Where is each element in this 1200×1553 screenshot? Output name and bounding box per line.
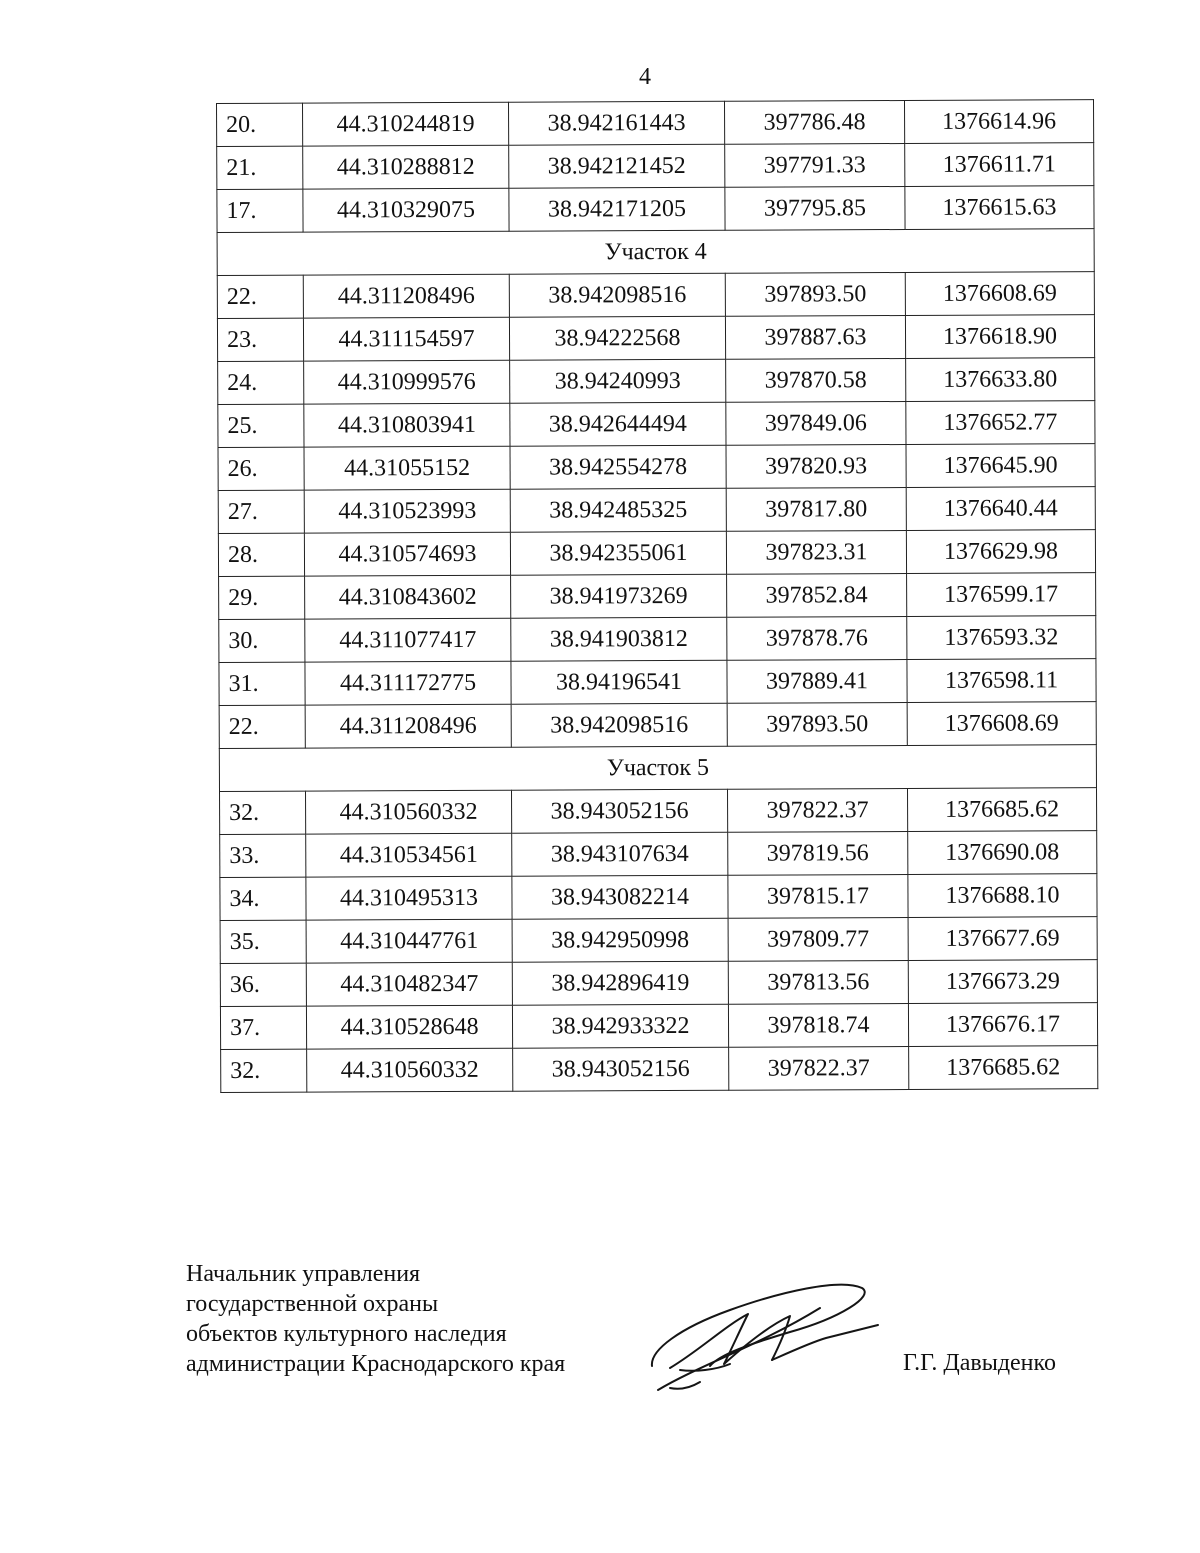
table-row xyxy=(218,358,1095,405)
longitude-cell: 38.941903812 xyxy=(511,617,727,661)
x-coordinate-cell: 397870.58 xyxy=(726,358,906,402)
section-title: Участок 4 xyxy=(217,229,1094,276)
point-number-cell: 30. xyxy=(219,619,305,662)
table-row xyxy=(217,100,1094,147)
page-number: 4 xyxy=(639,64,651,90)
y-coordinate-cell: 1376676.17 xyxy=(908,1003,1097,1047)
y-coordinate-cell: 1376685.62 xyxy=(907,788,1096,832)
point-number-cell: 34. xyxy=(220,877,306,920)
latitude-cell: 44.310560332 xyxy=(306,790,512,834)
longitude-cell: 38.942933322 xyxy=(512,1004,728,1048)
y-coordinate-cell: 1376615.63 xyxy=(905,186,1094,230)
longitude-cell: 38.94240993 xyxy=(510,359,726,403)
y-coordinate-cell: 1376599.17 xyxy=(907,573,1096,617)
y-coordinate-cell: 1376614.96 xyxy=(904,100,1093,144)
latitude-cell: 44.310803941 xyxy=(304,403,510,447)
longitude-cell: 38.943052156 xyxy=(512,789,728,833)
latitude-cell: 44.310523993 xyxy=(304,489,510,533)
x-coordinate-cell: 397822.37 xyxy=(727,788,907,832)
longitude-cell: 38.943082214 xyxy=(512,875,728,919)
latitude-cell: 44.310244819 xyxy=(303,102,509,146)
x-coordinate-cell: 397889.41 xyxy=(727,659,907,703)
latitude-cell: 44.311154597 xyxy=(303,317,509,361)
longitude-cell: 38.94196541 xyxy=(511,660,727,704)
latitude-cell: 44.310329075 xyxy=(303,188,509,232)
table-row xyxy=(218,401,1095,448)
y-coordinate-cell: 1376629.98 xyxy=(906,530,1095,574)
point-number-cell: 26. xyxy=(218,447,304,490)
latitude-cell: 44.310534561 xyxy=(306,833,512,877)
y-coordinate-cell: 1376688.10 xyxy=(908,874,1097,918)
latitude-cell: 44.310447761 xyxy=(306,919,512,963)
x-coordinate-cell: 397820.93 xyxy=(726,444,906,488)
section-header-row xyxy=(217,229,1094,276)
table-row xyxy=(219,573,1096,620)
x-coordinate-cell: 397818.74 xyxy=(728,1003,908,1047)
x-coordinate-cell: 397817.80 xyxy=(726,487,906,531)
longitude-cell: 38.94222568 xyxy=(509,316,725,360)
y-coordinate-cell: 1376677.69 xyxy=(908,917,1097,961)
longitude-cell: 38.942098516 xyxy=(509,273,725,317)
table-row xyxy=(217,186,1094,233)
table-row xyxy=(219,659,1096,706)
longitude-cell: 38.942950998 xyxy=(512,918,728,962)
y-coordinate-cell: 1376640.44 xyxy=(906,487,1095,531)
latitude-cell: 44.310574693 xyxy=(304,532,510,576)
x-coordinate-cell: 397823.31 xyxy=(726,530,906,574)
point-number-cell: 33. xyxy=(220,834,306,877)
y-coordinate-cell: 1376690.08 xyxy=(908,831,1097,875)
x-coordinate-cell: 397791.33 xyxy=(725,143,905,187)
position-line: администрации Краснодарского края xyxy=(186,1351,566,1377)
signer-name: Г.Г. Давыденко xyxy=(903,1350,1056,1376)
point-number-cell: 20. xyxy=(217,103,303,146)
y-coordinate-cell: 1376593.32 xyxy=(907,616,1096,660)
y-coordinate-cell: 1376652.77 xyxy=(906,401,1095,445)
y-coordinate-cell: 1376685.62 xyxy=(909,1046,1098,1090)
coordinates-table-body xyxy=(217,100,1098,1093)
table-row xyxy=(218,444,1095,491)
table-row xyxy=(217,315,1094,362)
longitude-cell: 38.943107634 xyxy=(512,832,728,876)
x-coordinate-cell: 397819.56 xyxy=(728,831,908,875)
point-number-cell: 32. xyxy=(220,791,306,834)
latitude-cell: 44.310843602 xyxy=(305,575,511,619)
longitude-cell: 38.942896419 xyxy=(512,961,728,1005)
x-coordinate-cell: 397813.56 xyxy=(728,960,908,1004)
point-number-cell: 27. xyxy=(218,490,304,533)
table-row xyxy=(220,874,1097,921)
point-number-cell: 28. xyxy=(218,533,304,576)
position-line: Начальник управления xyxy=(186,1261,421,1287)
y-coordinate-cell: 1376608.69 xyxy=(905,272,1094,316)
point-number-cell: 31. xyxy=(219,662,305,705)
latitude-cell: 44.310528648 xyxy=(306,1005,512,1049)
longitude-cell: 38.942554278 xyxy=(510,445,726,489)
latitude-cell: 44.31055152 xyxy=(304,446,510,490)
point-number-cell: 35. xyxy=(220,920,306,963)
table-row xyxy=(217,143,1094,190)
x-coordinate-cell: 397893.50 xyxy=(727,702,907,746)
latitude-cell: 44.311208496 xyxy=(305,704,511,748)
point-number-cell: 37. xyxy=(220,1006,306,1049)
x-coordinate-cell: 397795.85 xyxy=(725,186,905,230)
y-coordinate-cell: 1376645.90 xyxy=(906,444,1095,488)
y-coordinate-cell: 1376598.11 xyxy=(907,659,1096,703)
x-coordinate-cell: 397815.17 xyxy=(728,874,908,918)
latitude-cell: 44.311208496 xyxy=(303,274,509,318)
point-number-cell: 32. xyxy=(221,1049,307,1092)
table-row xyxy=(218,487,1095,534)
position-line: государственной охраны xyxy=(186,1291,439,1317)
longitude-cell: 38.941973269 xyxy=(511,574,727,618)
x-coordinate-cell: 397822.37 xyxy=(729,1046,909,1090)
point-number-cell: 29. xyxy=(219,576,305,619)
latitude-cell: 44.310288812 xyxy=(303,145,509,189)
y-coordinate-cell: 1376633.80 xyxy=(906,358,1095,402)
longitude-cell: 38.942485325 xyxy=(510,488,726,532)
x-coordinate-cell: 397849.06 xyxy=(726,401,906,445)
handwritten-signature xyxy=(640,1270,890,1400)
x-coordinate-cell: 397887.63 xyxy=(725,315,905,359)
longitude-cell: 38.942121452 xyxy=(509,144,725,188)
longitude-cell: 38.943052156 xyxy=(513,1047,729,1091)
section-header-row xyxy=(219,745,1096,792)
x-coordinate-cell: 397852.84 xyxy=(727,573,907,617)
latitude-cell: 44.310482347 xyxy=(306,962,512,1006)
latitude-cell: 44.310495313 xyxy=(306,876,512,920)
point-number-cell: 22. xyxy=(219,705,305,748)
y-coordinate-cell: 1376673.29 xyxy=(908,960,1097,1004)
longitude-cell: 38.942161443 xyxy=(508,101,724,145)
table-row xyxy=(221,1046,1098,1093)
point-number-cell: 21. xyxy=(217,146,303,189)
longitude-cell: 38.942171205 xyxy=(509,187,725,231)
x-coordinate-cell: 397878.76 xyxy=(727,616,907,660)
point-number-cell: 36. xyxy=(220,963,306,1006)
x-coordinate-cell: 397809.77 xyxy=(728,917,908,961)
coordinates-table xyxy=(216,99,1098,1093)
point-number-cell: 24. xyxy=(218,361,304,404)
latitude-cell: 44.310999576 xyxy=(304,360,510,404)
point-number-cell: 22. xyxy=(217,275,303,318)
point-number-cell: 23. xyxy=(217,318,303,361)
y-coordinate-cell: 1376618.90 xyxy=(905,315,1094,359)
table-row xyxy=(217,272,1094,319)
longitude-cell: 38.942644494 xyxy=(510,402,726,446)
section-title: Участок 5 xyxy=(219,745,1096,792)
table-row xyxy=(220,917,1097,964)
table-row xyxy=(219,616,1096,663)
position-line: объектов культурного наследия xyxy=(186,1321,507,1347)
longitude-cell: 38.942355061 xyxy=(510,531,726,575)
y-coordinate-cell: 1376608.69 xyxy=(907,702,1096,746)
table-row xyxy=(220,1003,1097,1050)
table-row xyxy=(218,530,1095,577)
latitude-cell: 44.311172775 xyxy=(305,661,511,705)
x-coordinate-cell: 397786.48 xyxy=(724,100,904,144)
signatory-position xyxy=(186,1259,565,1379)
x-coordinate-cell: 397893.50 xyxy=(725,272,905,316)
table-row xyxy=(220,960,1097,1007)
table-row xyxy=(220,831,1097,878)
table-row xyxy=(220,788,1097,835)
y-coordinate-cell: 1376611.71 xyxy=(905,143,1094,187)
table-row xyxy=(219,702,1096,749)
latitude-cell: 44.311077417 xyxy=(305,618,511,662)
point-number-cell: 17. xyxy=(217,189,303,232)
point-number-cell: 25. xyxy=(218,404,304,447)
latitude-cell: 44.310560332 xyxy=(307,1048,513,1092)
longitude-cell: 38.942098516 xyxy=(511,703,727,747)
